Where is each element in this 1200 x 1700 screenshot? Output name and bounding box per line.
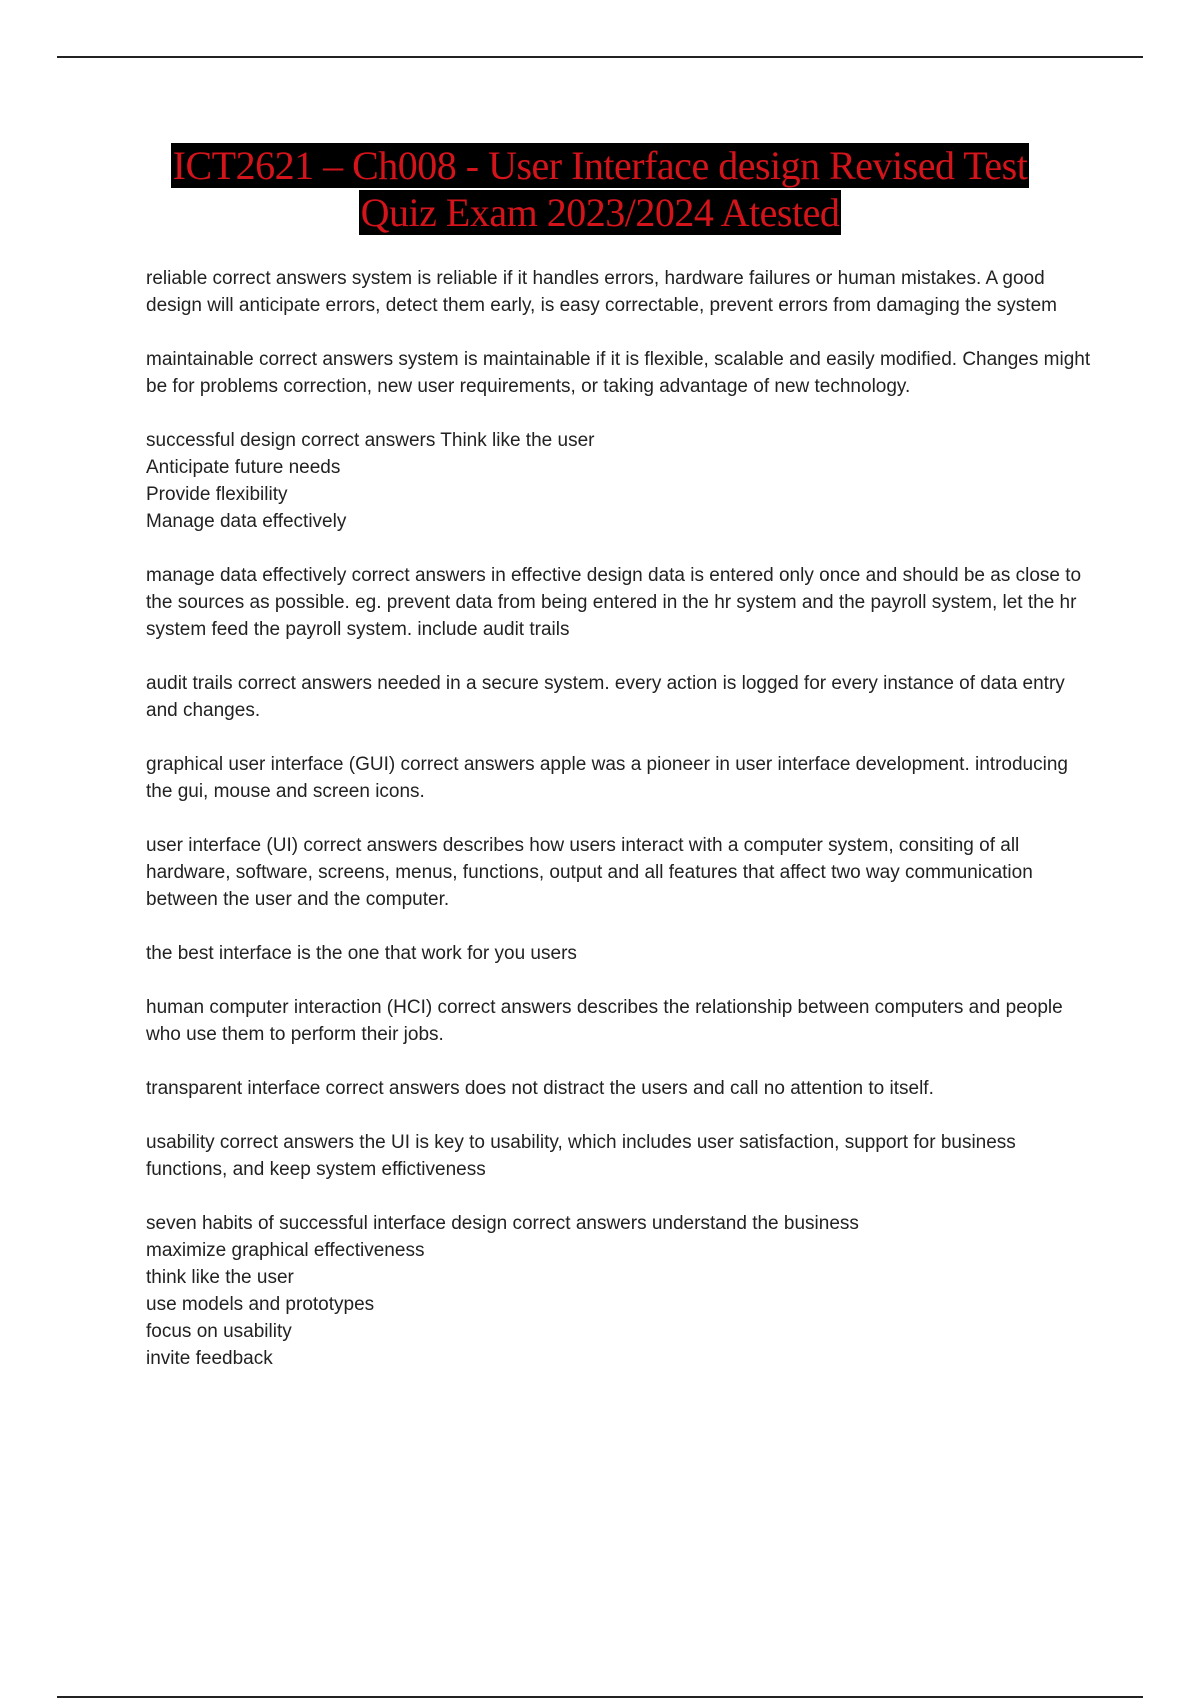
entry-text: maintainable correct answers system is maintainable if it is flexible, scalable and easily modified. Changes might be for problems correction, new user requirements, or taking advantage of new technology. (146, 349, 1091, 397)
entry-maintainable (146, 346, 1096, 400)
entry-text: audit trails correct answers needed in a secure system. every action is logged for every instance of data entry and changes. (146, 673, 1065, 721)
entry-line: Anticipate future needs (146, 457, 341, 478)
entry-line: think like the user (146, 1267, 294, 1288)
entry-line: invite feedback (146, 1348, 273, 1369)
entry-text: reliable correct answers system is reliable if it handles errors, hardware failures or human mistakes. A good design will anticipate errors, detect them early, is easy correctable, prevent errors from damaging the system (146, 268, 1057, 316)
document-body (146, 265, 1096, 1399)
entry-line: focus on usability (146, 1321, 292, 1342)
entry-seven-habits (146, 1210, 1096, 1372)
document-title (100, 142, 1100, 236)
top-divider (57, 56, 1143, 58)
entry-audit-trails (146, 670, 1096, 724)
entry-reliable (146, 265, 1096, 319)
entry-line: Provide flexibility (146, 484, 288, 505)
entry-successful-design (146, 427, 1096, 535)
entry-hci (146, 994, 1096, 1048)
entry-line: maximize graphical effectiveness (146, 1240, 425, 1261)
entry-transparent-interface (146, 1075, 1096, 1102)
entry-text: the best interface is the one that work for you users (146, 943, 577, 964)
entry-line: successful design correct answers Think like the user (146, 430, 595, 451)
entry-usability (146, 1129, 1096, 1183)
entry-manage-data (146, 562, 1096, 643)
entry-text: graphical user interface (GUI) correct answers apple was a pioneer in user interface development. introducing the gui, mouse and screen icons. (146, 754, 1068, 802)
entry-text: manage data effectively correct answers in effective design data is entered only once and should be as close to the sources as possible. eg. prevent data from being entered in the hr system and the payroll system, let the hr system feed the payroll system. include audit trails (146, 565, 1082, 640)
title-line-2: Quiz Exam 2023/2024 Atested (360, 190, 840, 235)
entry-line: Manage data effectively (146, 511, 347, 532)
entry-text: user interface (UI) correct answers describes how users interact with a computer system, consiting of all hardware, software, screens, menus, functions, output and all features that affect two way communication between the user and the computer. (146, 835, 1033, 910)
entry-ui (146, 832, 1096, 913)
entry-text: human computer interaction (HCI) correct answers describes the relationship between computers and people who use them to perform their jobs. (146, 997, 1063, 1045)
bottom-divider (57, 1696, 1143, 1698)
entry-line: seven habits of successful interface design correct answers understand the business (146, 1213, 859, 1234)
entry-text: transparent interface correct answers does not distract the users and call no attention to itself. (146, 1078, 934, 1099)
entry-text: usability correct answers the UI is key to usability, which includes user satisfaction, support for business functions, and keep system effictiveness (146, 1132, 1016, 1180)
entry-line: use models and prototypes (146, 1294, 375, 1315)
entry-gui (146, 751, 1096, 805)
entry-best-interface (146, 940, 1096, 967)
title-line-1: ICT2621 – Ch008 - User Interface design Revised Test (172, 143, 1028, 188)
